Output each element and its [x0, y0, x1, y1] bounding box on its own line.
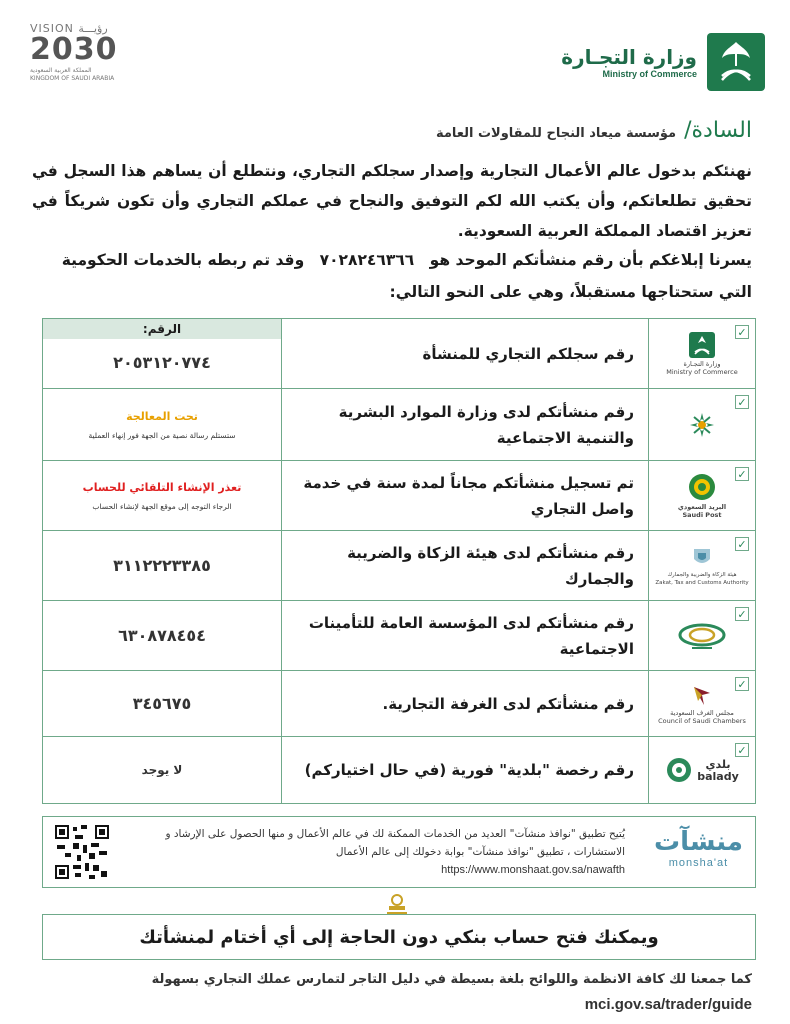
- establishment-name: مؤسسة ميعاد النجاح للمقاولات العامة: [435, 126, 677, 141]
- chambers-icon: [690, 683, 714, 707]
- ministry-commerce-logo: وزارة التجـارة Ministry of Commerce: [666, 332, 737, 376]
- gosi-icon: [676, 621, 728, 651]
- status-failed: تعذر الإنشاء التلقائي للحساب: [82, 480, 242, 494]
- palm-swords-icon: [689, 332, 715, 358]
- saudi-post-logo: البريد السعودي Saudi Post: [678, 473, 726, 519]
- saudi-emblem-icon: [707, 33, 765, 91]
- services-table: [42, 318, 756, 804]
- checkbox-icon: ✓: [735, 607, 749, 621]
- monshaat-box: [42, 816, 756, 888]
- monshaat-logo: منشآت monsha'at: [653, 827, 743, 869]
- row-description: تم تسجيل منشأتكم مجاناً لمدة سنة في خدمة واصل التجاري: [281, 461, 648, 530]
- status-note: ستستلم رسالة نصية من الجهة فور إنهاء العملية: [88, 430, 236, 440]
- bank-account-banner: ويمكنك فتح حساب بنكي دون الحاجة إلى أي أختام لمنشأتك: [42, 914, 756, 960]
- zatca-icon: [690, 545, 714, 569]
- checkbox-icon: ✓: [735, 395, 749, 409]
- table-row: [43, 531, 755, 601]
- row-description: رقم منشأتكم لدى الغرفة التجارية.: [281, 671, 648, 736]
- gosi-logo: [676, 621, 728, 651]
- checkbox-icon: ✓: [735, 743, 749, 757]
- checkbox-icon: ✓: [735, 467, 749, 481]
- ministry-name-ar: وزارة التجـارة: [561, 45, 697, 69]
- footer-text: كما جمعنا لك كافة الانظمة واللوائح بلغة بسيطة في دليل التاجر لتمارس عملك التجاري بسهولة: [151, 972, 752, 987]
- hrsd-emblem-icon: [672, 410, 732, 440]
- intro-paragraph: نهنئكم بدخول عالم الأعمال التجارية وإصدار سجلكم التجاري، ونتطلع أن يساهم هذا السجل في تحقيق تطلعاتكم، وأن يكتب الله لكم التوفيق والنجاح في عملكم التجاري وأن تكون شريكاً في تعزيز اقتصاد المملكة العربية السعودية.: [32, 162, 752, 240]
- notice-text-2: وقد تم ربطه بالخدمات الحكومية التي ستحتاجها مستقبلاً، وهي على النحو التالي:: [61, 251, 752, 301]
- row-description: رقم منشأتكم لدى وزارة الموارد البشرية والتنمية الاجتماعية: [281, 389, 648, 460]
- ministry-name-en: Ministry of Commerce: [602, 69, 697, 79]
- balady-license: لا يوجد: [141, 763, 183, 777]
- gosi-number: ٦٣٠٨٧٨٤٥٤: [118, 626, 206, 645]
- chamber-number: ٣٤٥٦٧٥: [132, 694, 192, 713]
- table-row: [43, 461, 755, 531]
- hrsd-logo: [672, 410, 732, 440]
- ministry-logo: [561, 32, 765, 92]
- table-row: [43, 737, 755, 803]
- unified-number: ٧٠٢٨٢٤٦٣٦٦: [319, 251, 415, 269]
- table-row: [43, 601, 755, 671]
- commercial-register-number: ٢٠٥٣١٢٠٧٧٤: [113, 353, 211, 372]
- monshaat-link[interactable]: https://www.monshaat.gov.sa/nawafth: [441, 864, 625, 876]
- table-row: [43, 389, 755, 461]
- letter-header: [30, 22, 765, 102]
- notice-text-1: يسرنا إبلاغكم بأن رقم منشأتكم الموحد هو: [429, 251, 752, 269]
- status-processing: تحت المعالجة: [126, 409, 198, 423]
- vision-label: VISION رؤيـــة: [30, 22, 108, 35]
- checkbox-icon: ✓: [735, 325, 749, 339]
- checkbox-icon: ✓: [735, 677, 749, 691]
- status-note: الرجاء التوجه إلى موقع الجهة لإنشاء الحساب: [92, 501, 232, 511]
- zatca-logo: هيئة الزكاة والضريبة والجمارك Zakat, Tax and Customs Authority: [655, 545, 748, 587]
- qr-code-icon[interactable]: [53, 823, 111, 881]
- saudi-post-icon: [688, 473, 716, 501]
- balady-logo: بلدي balady: [665, 756, 739, 784]
- trader-guide-link[interactable]: mci.gov.sa/trader/guide: [584, 996, 752, 1013]
- table-row: [43, 319, 755, 389]
- row-description: رقم سجلكم التجاري للمنشأة: [281, 319, 648, 388]
- unified-number-notice: [32, 244, 752, 308]
- row-description: رقم منشأتكم لدى المؤسسة العامة للتأمينات الاجتماعية: [281, 601, 648, 670]
- value-header: الرقم:: [43, 319, 281, 339]
- vision-year: 2030: [30, 32, 118, 67]
- monshaat-description: يُتيح تطبيق "نوافذ منشآت" العديد من الخدمات الممكنة لك في عالم الأعمال و منها الحصول على الإرشاد و الاستشارات ، تطبيق "نوافذ منشآت" بوابة دخولك إلى عالم الأعمال: [165, 828, 625, 858]
- checkbox-icon: ✓: [735, 537, 749, 551]
- vision-2030-logo: [30, 22, 140, 92]
- table-row: [43, 671, 755, 737]
- salutation: [32, 118, 752, 143]
- vision-subtitle: المملكة العربية السعودية KINGDOM OF SAUDI ARABIA: [30, 67, 115, 82]
- zatca-number: ٣١١٢٢٢٣٣٨٥: [113, 556, 211, 575]
- balady-icon: [665, 756, 693, 784]
- row-description: رقم منشأتكم لدى هيئة الزكاة والضريبة والجمارك: [281, 531, 648, 600]
- row-description: رقم رخصة "بلدية" فورية (في حال اختياركم): [281, 737, 648, 803]
- salutation-label: السادة/: [684, 118, 752, 143]
- chambers-logo: مجلس الغرف السعودية Council of Saudi Chambers: [658, 683, 746, 725]
